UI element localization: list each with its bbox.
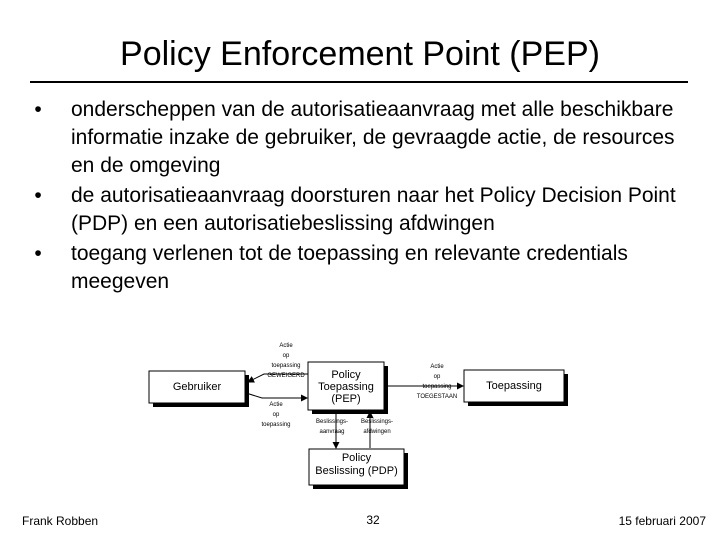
bullet-icon: • (34, 184, 42, 207)
bullet-icon: • (34, 98, 42, 121)
actie-label: Actie op toepassing (261, 402, 291, 428)
actie-toegestaan-label: Actie op toepassing TOEGESTAAN (416, 364, 458, 400)
slide-title: Policy Enforcement Point (PEP) (120, 35, 600, 73)
pep-label-line3: (PEP) (331, 393, 361, 405)
pep-label-line1: Policy (331, 369, 361, 381)
toepassing-label: Toepassing (486, 380, 542, 392)
pdp-label-line1: Policy (341, 452, 372, 464)
beslissing-afdwingen-label: Beslissings- afdwingen (360, 419, 393, 435)
bullet-text: de autorisatieaanvraag doorsturen naar het Policy Decision Point (PDP) en een autorisatiebeslissing afdwingen (71, 184, 676, 235)
beslissing-aanvraag-label: Beslissings- aanvraag (315, 419, 348, 435)
pep-label-line2: Toepassing (318, 381, 374, 393)
bullet-text: onderscheppen van de autorisatieaanvraag met alle beschikbare informatie inzake de gebruiker, de gevraagde actie, de resources en de omgeving (71, 98, 675, 177)
footer-date: 15 februari 2007 (618, 514, 706, 528)
arrow-actie (246, 393, 307, 398)
footer-author: Frank Robben (22, 514, 99, 528)
footer-page-number: 32 (366, 513, 380, 527)
actie-geweigerd-label: Actie op toepassing GEWEIGERD (267, 343, 305, 379)
bullet-text: toegang verlenen tot de toepassing en relevante credentials meegeven (71, 242, 628, 293)
gebruiker-label: Gebruiker (172, 381, 222, 393)
pdp-label-line2: Beslissing (PDP) (315, 465, 398, 477)
bullet-icon: • (34, 242, 42, 265)
